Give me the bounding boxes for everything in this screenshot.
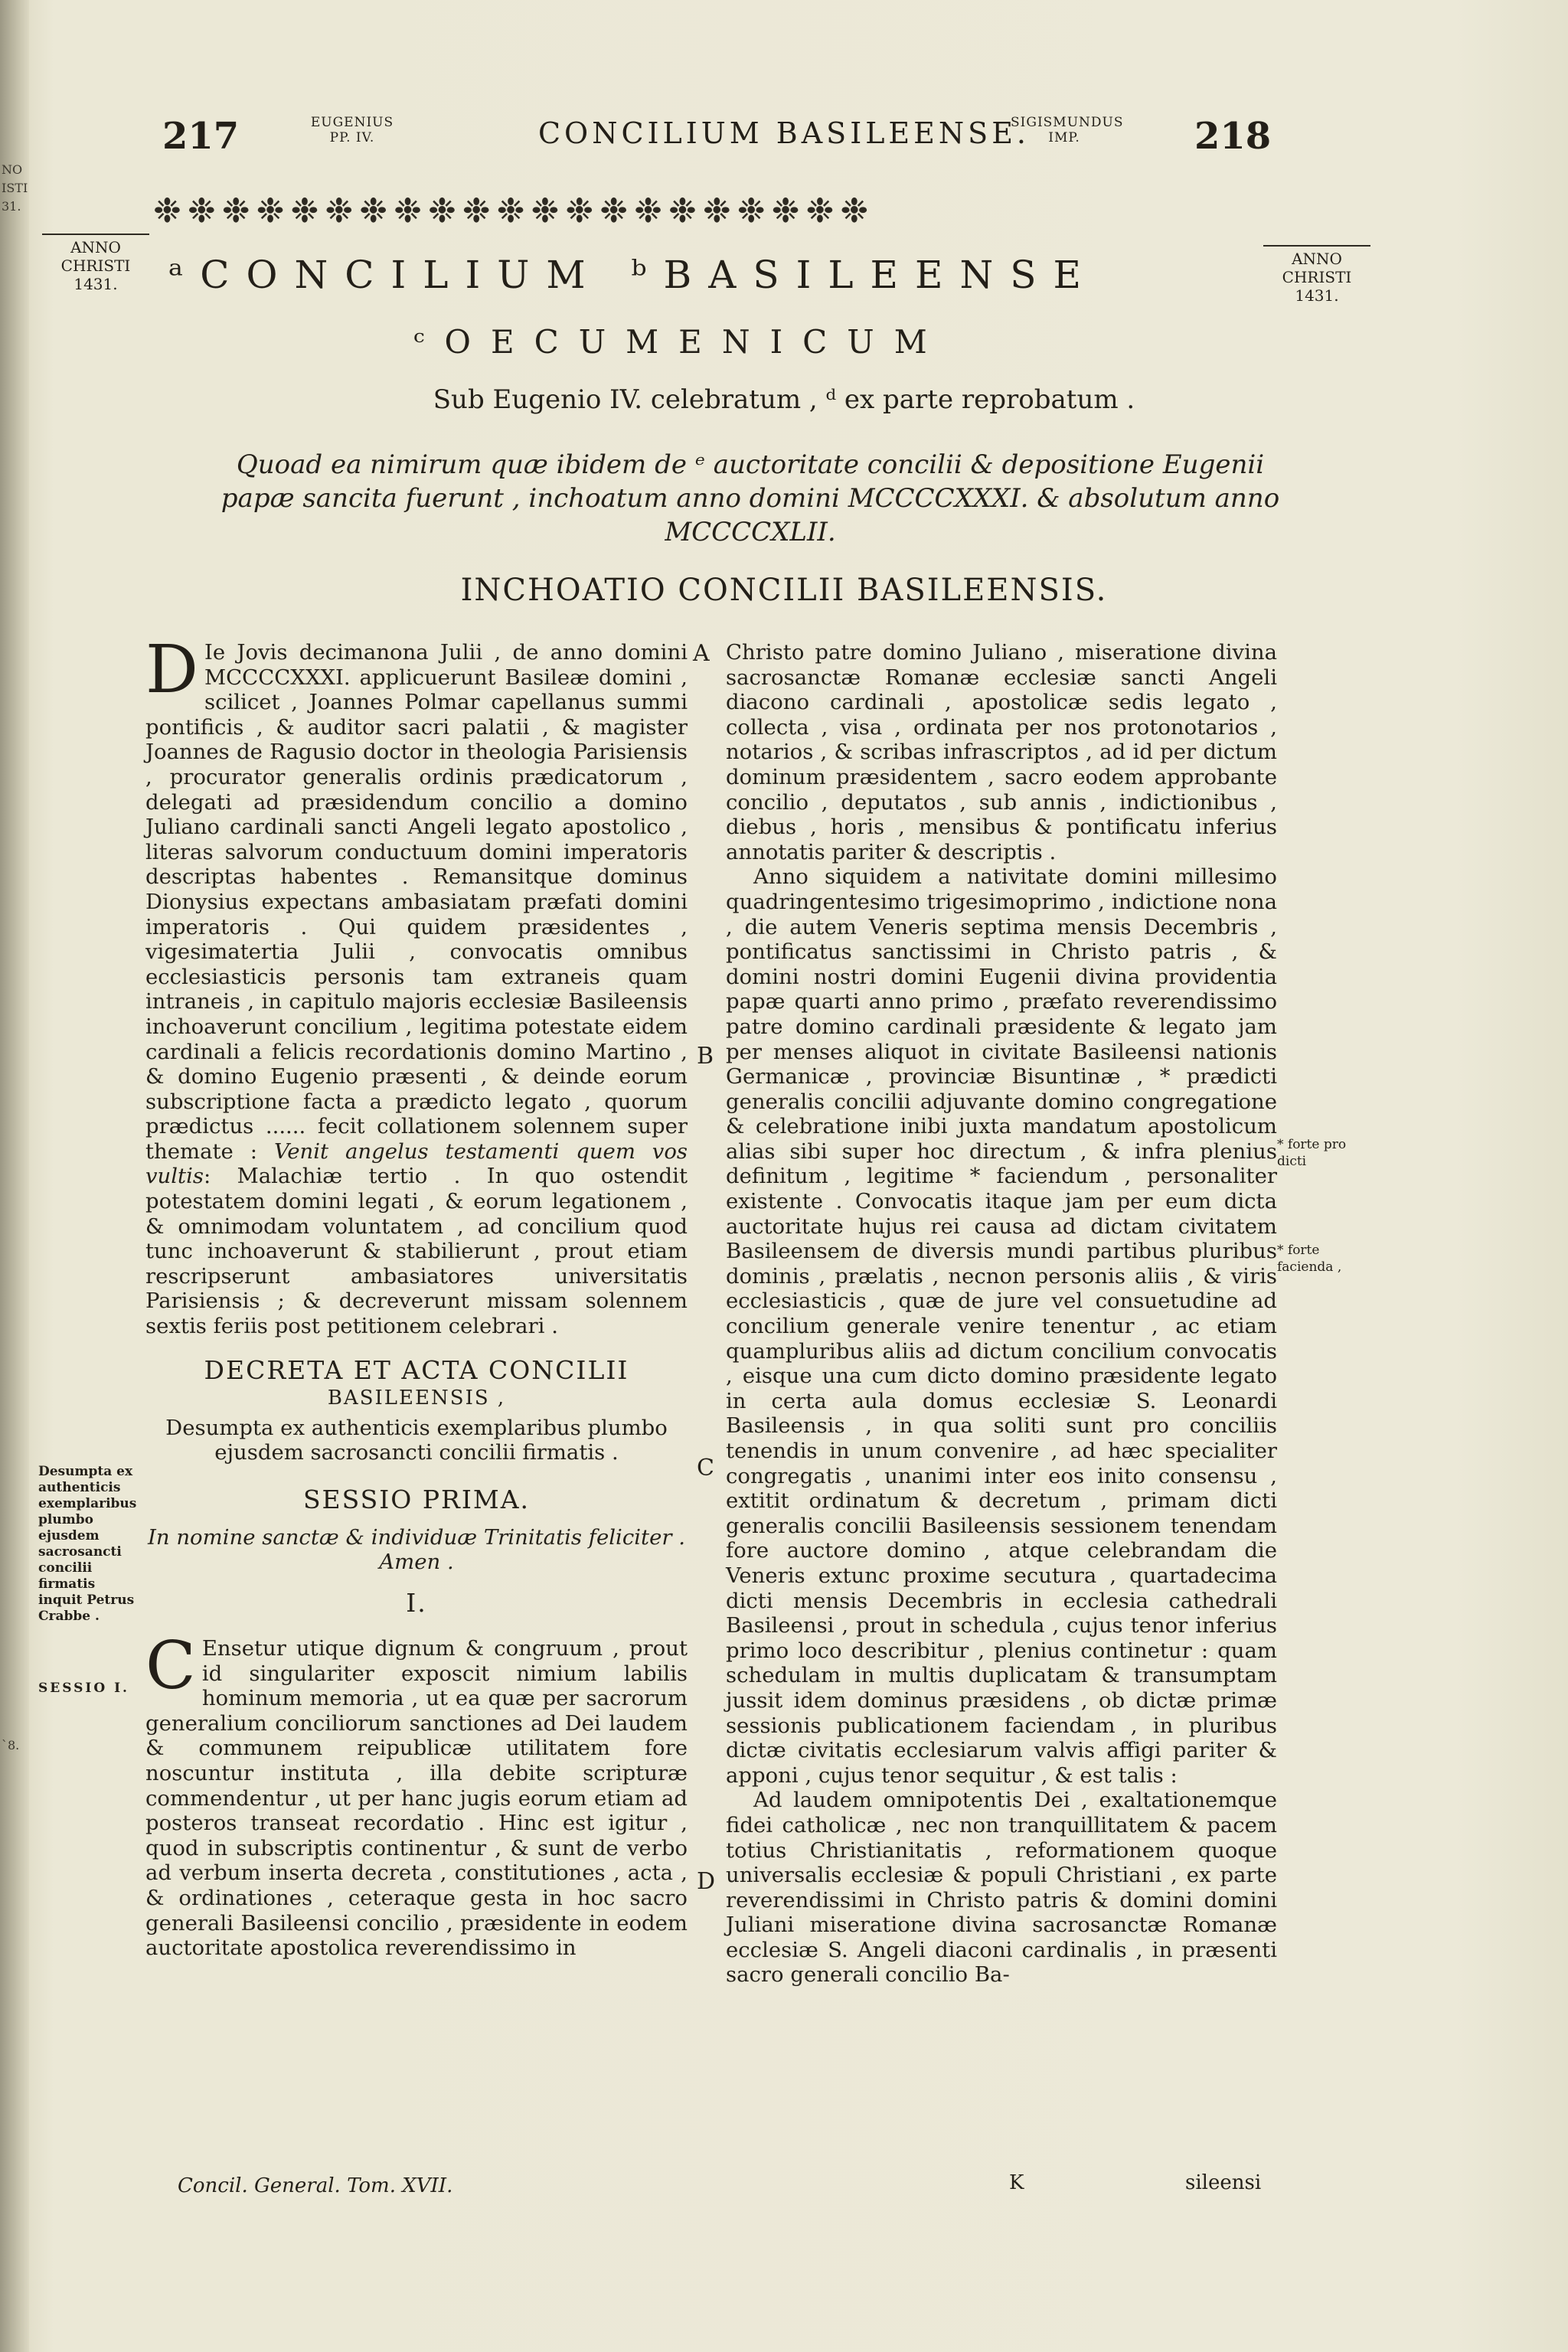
gutter-fragment: NO: [2, 162, 23, 177]
paragraph-ad-laudem: Ad laudem omnipotentis Dei , exaltationemque fidei catholicæ , nec non tranquillitatem & pacem totius Christianitatis , reformationem quoque universalis ecclesiæ & populi Christiani , ex parte reverendissimi in Christo patris & domini domini Juliani miseratione divina sacrosanctæ Romanæ ecclesiæ S. Angeli diaconi cardinalis , in præsenti sacro generali concilio Ba-: [726, 1788, 1277, 1988]
footer-signature: K: [1009, 2171, 1024, 2194]
margin-note-sessio: SESSIO I.: [38, 1681, 129, 1696]
section-letter-b: B: [697, 1043, 714, 1070]
title-line-2: ᶜOECUMENICUM: [413, 323, 947, 361]
drop-cap: C: [145, 1628, 196, 1704]
paragraph-inchoatio: D Ie Jovis decimanona Julii , de anno domini MCCCCXXXI. applicuerunt Basileæ domini , scilicet , Joannes Polmar capellanus summi pontificis , & auditor sacri palatii , & magister Joannes de Ragusio doctor in theologia Parisiensis , procurator generalis ordinis prædicatorum , delegati ad præsidendum concilio a domino Juliano cardinali sancti Angeli legato apostolico , literas salvorum conductuum domini imperatoris descriptas habentes . Remansitque dominus Dionysius expectans ambasiatam præfati domini imperatoris . Qui quidem præsidentes , vigesimatertia Julii , convocatis omnibus ecclesiasticis personis tam extraneis quam intraneis , in capitulo majoris ecclesiæ Basileensis inchoaverunt concilium , legitima potestate eidem cardinali a felicis recordationis domino Martino , & domino Eugenio præsenti , & deinde eorum subscriptione facta a prædicto legato , quorum prædictus ...... fecit collationem solennem super themate : Venit angelus testamenti quem vos vultis: Malachiæ tertio . In quo ostendit potestatem domini legati , & eorum legationem , & omnimodam voluntatem , ad concilium quod tunc inchoaverunt & stabilierunt , prout etiam rescripserunt ambasiatores universitatis Parisiensis ; & decreverunt missam solennem sextis feriis post petitionem celebrari .: [145, 632, 688, 1339]
anno-christi-right: ANNO CHRISTI 1431.: [1263, 245, 1370, 305]
chapter-numeral: I.: [406, 1588, 427, 1618]
anno-christi-left: ANNO CHRISTI 1431.: [42, 234, 149, 293]
section-letter-c: C: [697, 1455, 714, 1481]
decreta-subheading: BASILEENSIS ,: [327, 1386, 506, 1410]
gutter-fragment: 31.: [2, 199, 21, 214]
section-letter-d: D: [697, 1868, 716, 1895]
right-page-number: 218: [1194, 115, 1272, 158]
running-title: CONCILIUM BASILEENSE.: [537, 116, 1031, 150]
title-line-1: ᵃCONCILIUM ᵇBASILEENSE: [168, 253, 1099, 297]
right-running-note: SIGISMUNDUS IMP.: [1011, 115, 1124, 145]
left-column: [145, 632, 688, 1961]
desumpta-note: Desumpta ex authenticis exemplaribus plumbo ejusdem sacrosancti concilii firmatis .: [165, 1415, 668, 1465]
inchoatio-heading: INCHOATIO CONCILII BASILEENSIS.: [460, 573, 1108, 608]
ornament-band: ❉❉❉❉❉❉❉❉❉❉❉❉❉❉❉❉❉❉❉❉❉: [153, 191, 875, 230]
title-line-3: Sub Eugenio IV. celebratum , ᵈ ex parte reprobatum .: [433, 384, 1135, 415]
margin-note-desumpta: Desumpta ex authenticis exemplaribus plumbo ejusdem sacrosancti concilii firmatis inquit Petrus Crabbe .: [38, 1464, 137, 1624]
title-quoad: Quoad ea nimirum quæ ibidem de ᵉ auctoritate concilii & depositione Eugenii papæ sancita fuerunt , inchoatum anno domini MCCCCXXXI. & absolutum anno MCCCCXLII.: [220, 449, 1280, 547]
footer-volume: Concil. General. Tom. XVII.: [178, 2174, 453, 2197]
footer-catchword: sileensi: [1185, 2171, 1262, 2194]
paragraph-anno: Anno siquidem a nativitate domini millesimo quadringentesimo trigesimoprimo , indictione nona , die autem Veneris septima mensis Decembris , pontificatus sanctissimi in Christo patris , & domini nostri domini Eugenii divina providentia papæ quarti anno primo , præfato reverendissimo patre domino cardinali præsidente & legato jam per menses aliquot in civitate Basileensi nationis Germanicæ , provinciæ Bisuntinæ , * prædicti generalis concilii adjuvante domino congregatione & celebratione inibi juxta mandatum apostolicum alias sibi super hoc directum , & infra plenius definitum , legitime * faciendum , personaliter existente . Convocatis itaque jam per eum dicta auctoritate hujus rei causa ad dictam civitatem Basileensem de diversis mundi partibus pluribus dominis , prælatis , necnon personis aliis , & viris ecclesiasticis , quæ de jure vel consuetudine ad concilium generale venire tenentur , ac etiam quampluribus aliis ad dictum concilium convocatis , eisque una cum dicto domino præsidente legato in certa aula domus ecclesiæ S. Leonardi Basileensis , in qua soliti sunt pro conciliis tenendis in unum convenire , ad hæc specialiter congregatis , unanimi inter eos inito consensu , extitit ordinatum & decretum , primam dicti generalis concilii Basileensis sessionem tenendam fore auctore domino , atque celebrandam die Veneris extunc proxime secutura , quartadecima dicti mensis Decembris in ecclesia cathedrali Basileensi , prout in schedula , cujus tenor inferius primo loco describitur , plenius continetur : quam schedulam in multis duplicatam & transumptam jussit idem dominus præsidens , ob dictæ primæ sessionis publicationem faciendam , in pluribus dictæ civitatis ecclesiarum valvis affigi pariter & apponi , cujus tenor sequitur , & est talis :: [726, 864, 1277, 1788]
left-page-number: 217: [162, 115, 240, 158]
left-running-note: EUGENIUS PP. IV.: [310, 115, 394, 145]
adjacent-page-gutter: [0, 0, 29, 2352]
gutter-fragment: ISTI: [2, 181, 28, 195]
section-letter-a: A: [693, 640, 710, 667]
gutter-fragment: `8.: [2, 1738, 20, 1753]
sessio-prima-heading: SESSIO PRIMA.: [302, 1484, 531, 1514]
decreta-heading: DECRETA ET ACTA CONCILII: [204, 1354, 629, 1385]
paragraph-censetur: C Ensetur utique dignum & congruum , prout id singulariter exposcit nimium labilis hominum memoria , ut ea quæ per sacrorum generalium conciliorum sanctiones ad Dei laudem & communem reipublicæ utilitatem fore noscuntur instituta , illa debite scripturæ commendentur , ut per hanc jugis eorum etiam ad posteros transeat recordatio . Hinc est igitur , quod in subscriptis continentur , & sunt de verbo ad verbum inserta decreta , constitutiones , acta , & ordinationes , ceteraque gesta in hoc sacro generali Basileensi concilio , præsidente in eodem auctoritate apostolica reverendissimo in: [145, 1628, 688, 1961]
running-head: [0, 115, 1568, 168]
right-column: [726, 640, 1277, 1988]
paragraph-christo: Christo patre domino Juliano , miseratione divina sacrosanctæ Romanæ ecclesiæ sancti Angeli diacono cardinali , apostolicæ sedis legato , collecta , visa , ordinata per nos protonotarios , notarios , & scribas infrascriptos , ad id per dictum dominum præsidentem , sacro eodem approbante concilio , deputatos , sub annis , indictionibus , diebus , horis , mensibus & pontificatu inferius annotatis pariter & descriptis .: [726, 640, 1277, 864]
margin-note-forte-facienda: * forte facienda ,: [1277, 1243, 1342, 1275]
margin-note-forte-dicti: * forte pro dicti: [1277, 1137, 1347, 1169]
drop-cap: D: [145, 632, 198, 708]
invocation: In nomine sanctæ & individuæ Trinitatis feliciter . Amen .: [148, 1524, 685, 1575]
